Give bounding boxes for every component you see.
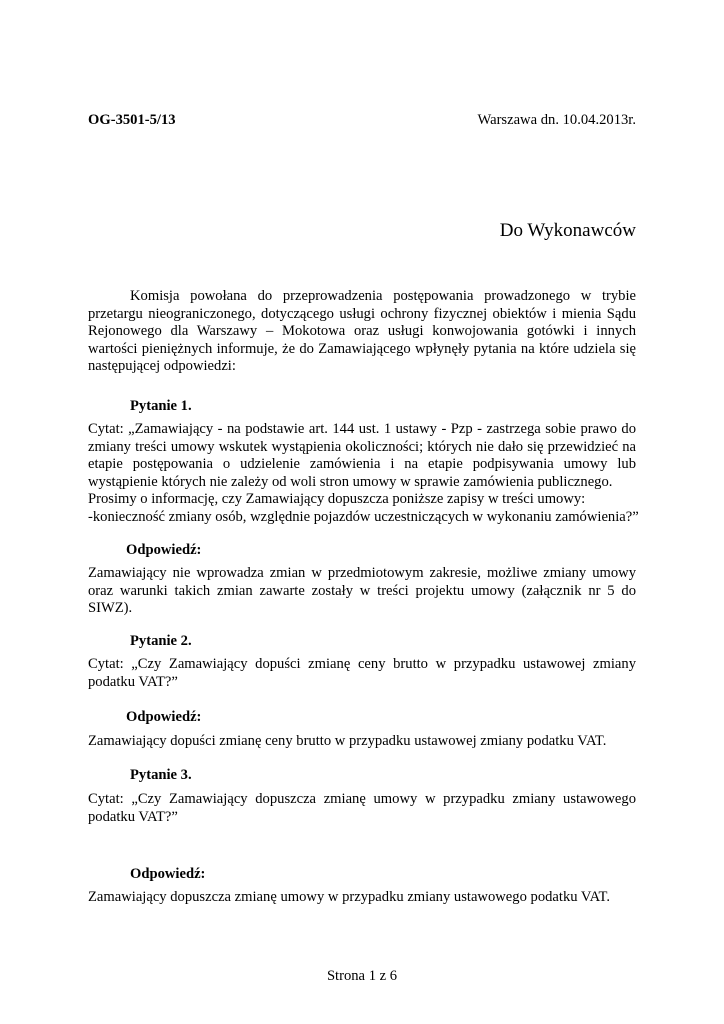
question-3-line: Cytat: „Czy Zamawiający dopuszcza zmianę umowy w przypadku zmiany ustawowego (88, 791, 636, 807)
question-2-line: podatku VAT?” (88, 673, 178, 690)
intro-line: Rejonowego dla Warszawy – Mokotowa oraz usługi konwojowania gotówki i innych (88, 323, 636, 339)
answer-2-heading: Odpowiedź: (126, 709, 202, 725)
question-1-line: etapie postępowania o udzielenie zamówienia i na etapie podpisywania umowy lub (88, 456, 636, 472)
answer-1-text (88, 565, 636, 618)
intro-line: wartości pieniężnych informuje, że do Zamawiającego wpłynęły pytania na które udziela się (88, 340, 636, 357)
question-1-line: Cytat: „Zamawiający - na podstawie art. 144 ust. 1 ustawy - Pzp - zastrzega sobie prawo do (88, 421, 636, 437)
answer-2-line: Zamawiający dopuści zmianę ceny brutto w przypadku ustawowej zmiany podatku VAT. (88, 733, 607, 749)
question-1-line: wystąpienie których nie zależy od woli stron umowy w sprawie zamówienia publicznego. (88, 473, 613, 490)
question-3-line: podatku VAT?” (88, 808, 178, 825)
answer-1-line: SIWZ). (88, 600, 133, 616)
question-2-heading: Pytanie 2. (130, 633, 192, 649)
question-1-heading: Pytanie 1. (130, 398, 192, 414)
answer-2-text (88, 733, 636, 751)
answer-1-line: oraz warunki takich zmian zawarte zostały w treści projektu umowy (załącznik nr 5 do (88, 582, 636, 599)
question-1-line: Prosimy o informację, czy Zamawiający dopuszcza poniższe zapisy w treści umowy: (88, 491, 586, 507)
answer-1-line: Zamawiający nie wprowadza zmian w przedmiotowym zakresie, możliwe zmiany umowy (88, 565, 636, 581)
intro-paragraph (88, 288, 636, 376)
question-3-heading: Pytanie 3. (130, 767, 192, 783)
intro-line: Komisja powołana do przeprowadzenia postępowania prowadzonego w trybie (130, 288, 636, 304)
question-2-text (88, 656, 636, 691)
question-1-text (88, 421, 639, 526)
document-reference: OG-3501-5/13 (88, 112, 176, 128)
addressee: Do Wykonawców (499, 220, 636, 241)
question-1-line: zmiany treści umowy wskutek wystąpienia okoliczności; których nie dało się przewidzieć na (88, 438, 636, 455)
answer-3-heading: Odpowiedź: (130, 866, 206, 882)
page-number: Strona 1 z 6 (326, 968, 398, 984)
answer-3-line: Zamawiający dopuszcza zmianę umowy w przypadku zmiany ustawowego podatku VAT. (88, 889, 610, 905)
question-2-line: Cytat: „Czy Zamawiający dopuści zmianę ceny brutto w przypadku ustawowej zmiany (88, 656, 636, 672)
question-3-text (88, 791, 636, 826)
question-1-line: -konieczność zmiany osób, względnie pojazdów uczestniczących w wykonaniu zamówienia?” (88, 508, 639, 525)
intro-line: następującej odpowiedzi: (88, 358, 236, 374)
intro-line: przetargu nieograniczonego, dotyczącego usługi ochrony fizycznej obiektów i mienia Sądu (88, 305, 636, 322)
answer-3-text (88, 889, 636, 907)
answer-1-heading: Odpowiedź: (126, 542, 202, 558)
document-date: Warszawa dn. 10.04.2013r. (477, 112, 636, 128)
